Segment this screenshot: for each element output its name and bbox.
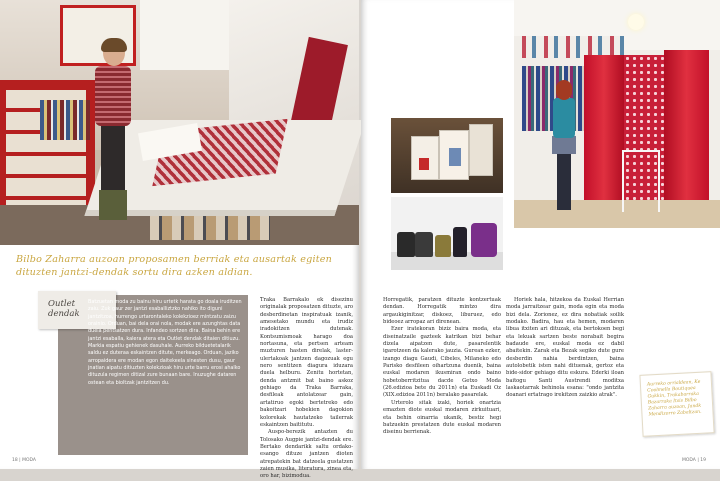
body-column-right-2 bbox=[506, 297, 624, 447]
boot bbox=[453, 227, 467, 257]
boot bbox=[415, 232, 433, 257]
white-chair bbox=[622, 150, 660, 212]
body-column-left bbox=[260, 297, 353, 480]
sewing-boards-photo bbox=[391, 118, 503, 193]
red-curtain bbox=[584, 55, 624, 215]
page-folio-left: 18 | MODA bbox=[12, 458, 36, 463]
paragraph: Auspo-berezik antazten du Tolosako Augpie jantzi-dendak ere. Bertako dendarikk saltu ordako-esango dituze jantzen dioten atrepatekin bat datzeela gustatzen zaien musika, literatura, zinea eta, oro har, bizimodua. bbox=[260, 429, 353, 480]
boot bbox=[397, 232, 415, 257]
workshop-photo bbox=[0, 0, 359, 245]
left-page bbox=[0, 0, 359, 480]
page-folio-right: MODA | 19 bbox=[682, 458, 706, 463]
paragraph: Urterolo sitak izaki, horiek onartzia emazten diote euskal modaren zirkuituari, eta behin oinarria ukanik, bestiz hegi batzuekin prestatzen dute euskal modaren diseinu berrienak. bbox=[383, 399, 501, 436]
ceiling-lamp bbox=[628, 14, 644, 30]
paragraph: Traka Barrakalo ek disezinu originalak proposatzen dituzte, aro desberdinetan inspiratuak izanik, amesetako mundu eta irudiz iradokitzen dutenak. Kontsumismoak harago doa nortasuna, eta pertsen arteam muzturen hasten direlak, laster-ulertakoak jantzen dagozuak egu nero sentitzen diagura iduzara duela helburu. Zenitu hortetan, denda antzmit bat baino askoz gehiago da Traka Barraka, desfileak antolatzear gain, artatiruo egoki bertetreko edo bakoitzari hobekien dagokion kolorekak hautatzeko tailerrak eskaintzen baititutu. bbox=[260, 297, 353, 428]
note-text: Aurreko orrialdean, Ke Coolmella Boutiquea Gukkin, Trakabarraka Bazarraka Itsis Bilbo Zaharra auzoan, Jandk Mendizorro Zabaltzan. bbox=[646, 379, 702, 418]
display-board bbox=[469, 124, 493, 176]
paragraph: Horregatik, paratzen dituzte kontzertuak dendan. Horregatik mintzo dira argaukiginitzar, diskoez, liburuez, edo bideoez arropaz ari direnean. bbox=[383, 297, 501, 326]
shopper-figure bbox=[550, 80, 576, 210]
book-rows bbox=[40, 100, 90, 140]
sidebar-text: Batzuetan moda zu bainu hiru urtetk harata go doala iruditzen zaiu. Zuk gaur zer jantzi esaballiztzko nahiko ito diguni jantzitzoa, hurrengo urtarontaleko kolekzioez mintzatu zaizu orainio. Orduan, bai dela orai nola, modak ere azunghtas data duela pentsatzen dura. Infandeo sortzen dira. Baina behin ere jantzi esaballa, kalera atera eta Outlet dendak ditaien ditiuzu. Markia espatiu gehienek dasuhale. Aurreko bilduetetalarik saldu ez duteraa eskaintzen ditute, merkeago. Orduan, jaziko arropaidera ere modan egon daitekeela sinesten dusu, gaur jnatian aipatu ditiuzten kolekzioak hiru urte barru erosi ahalko dituzula regimen ditizal zure bunaan bare. Inuzughe dataren ostean eta bioltzak jantzitzen du. bbox=[88, 299, 242, 386]
photo-caption: Bilbo Zaharra auzoan proposamen berriak eta ausartak egiten dituzten jantzi-dendak sortu dira azken aldian. bbox=[16, 254, 333, 278]
workshop-window bbox=[140, 0, 230, 70]
photo-credit-note bbox=[639, 371, 714, 437]
designer-figure bbox=[93, 40, 133, 225]
paragraph: Ezer iratekoran biziz baira moda, eta diseinatzaile gazteek katrikan bizi behar dizela aipatzen dute, pasarelentik igarotzeen da kalerako jauzia. Gurean ezker, izango diagu Gaudi, Cibeles, Milaneko edo Parisko desfileen oihartzuna duenik, baina euskal modaren ikusmiran ondo baino hobetoberritzitua dacde Getxo Moda (26.edizioa bete du 2011n) eta Euskadi Oz (XIX.edizioa 2011n) beralako pasarelak. bbox=[383, 326, 501, 399]
right-page bbox=[361, 0, 720, 469]
red-curtain bbox=[664, 50, 709, 225]
shoe bbox=[435, 235, 451, 257]
sidebar-title: Outlet dendak bbox=[38, 291, 116, 329]
outlet-sidebar bbox=[48, 295, 248, 455]
paragraph: Horiek hala, hitzekoa da Euskal Herrian moda jarraitzear gain, moda egin eta moda bizi dela. Zorionez, ez dira nobatiak soilik modako. Badira, hau eta hemen, modaren libua itxiten ari dituzak, eta bertokoen begi eta lekuak sartzen beste norabait begira badaude ere, euskal moda ez dabil abaitekin. Zarak eta Bezak segiko dute gure desberdin nahia berdintzen, baina autolobetik isten nahi dituenak, gertoz eta bide-sidor gehiago ditu eskura. Ederki iloan baitogu Santi Austrendi moditxa laskaotarrak behinola esana: "ondo jantzita doanari ertatrago irekitzen zaizkio atrak". bbox=[506, 297, 624, 399]
body-column-right-1 bbox=[383, 297, 501, 447]
shoes-photo bbox=[391, 197, 503, 270]
boutique-photo bbox=[514, 0, 720, 228]
handbag bbox=[471, 223, 497, 257]
